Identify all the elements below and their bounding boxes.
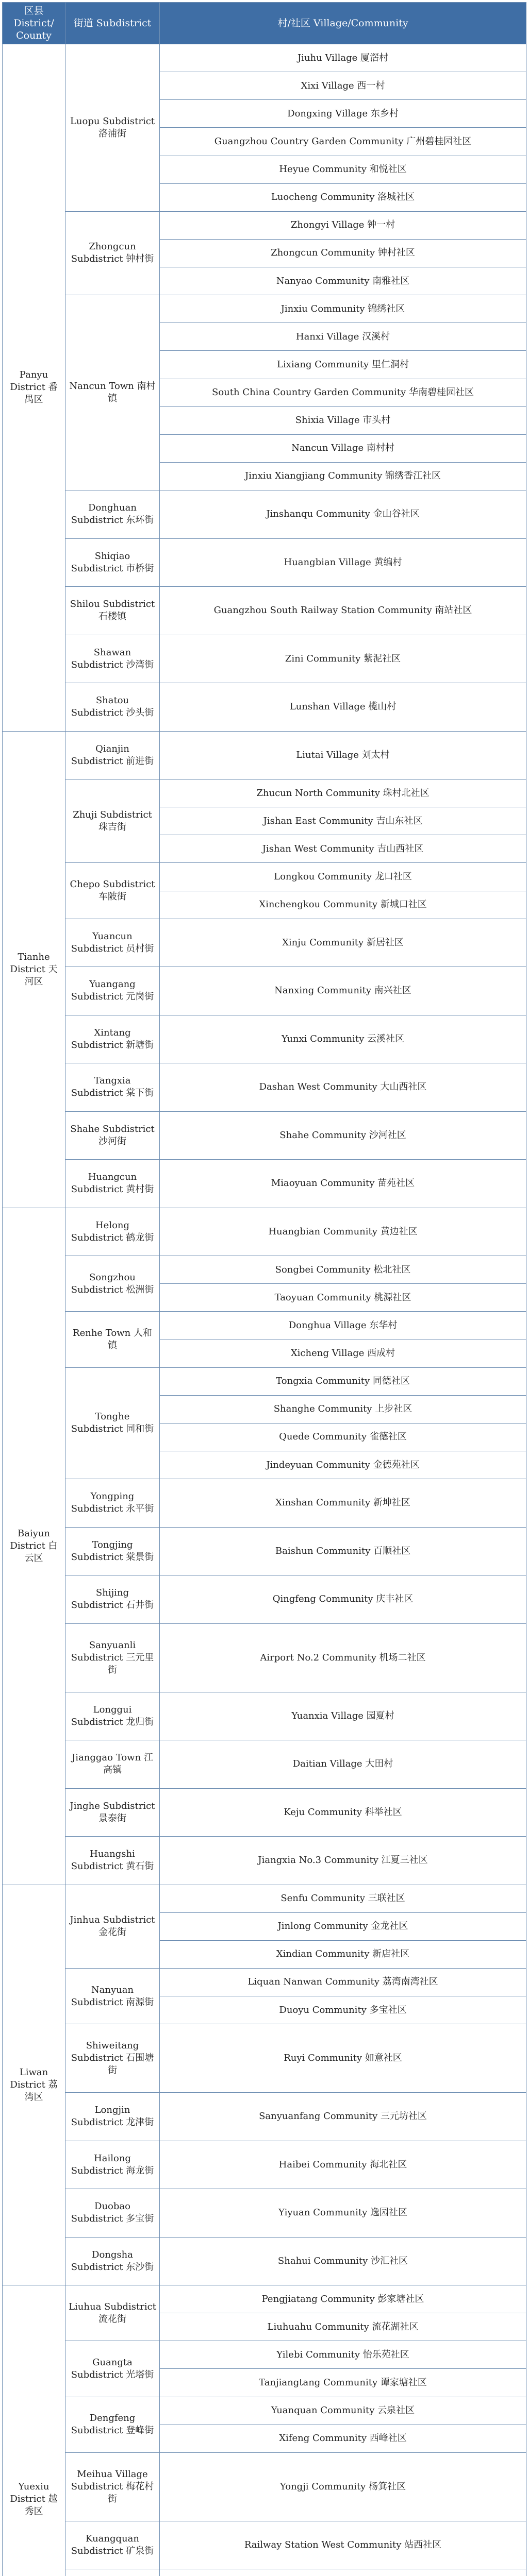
subdistrict-cell: Jinghe Subdistrict 景泰街 — [65, 1788, 160, 1837]
table-row — [3, 2189, 526, 2238]
village-cell: Liutai Village 刘太村 — [160, 731, 526, 779]
table-row — [3, 1063, 526, 1112]
subdistrict-cell: Hailong Subdistrict 海龙街 — [65, 2141, 160, 2189]
table-row — [3, 635, 526, 683]
header-district: 区县 District/ County — [3, 3, 65, 44]
village-cell: Huangbian Community 黄边社区 — [160, 1208, 526, 1256]
village-cell: Guangzhou Country Garden Community 广州碧桂园社区 — [160, 128, 526, 156]
village-cell: Nanyao Community 南雅社区 — [160, 267, 526, 295]
village-cell: Daitian Village 大田村 — [160, 1740, 526, 1789]
village-cell: Pengjiatang Community 彭家塘社区 — [160, 2285, 526, 2313]
village-cell: Donghua Village 东华村 — [160, 1312, 526, 1340]
table-row — [3, 1111, 526, 1160]
table-row — [3, 1575, 526, 1624]
district-cell: Yuexiu District 越秀区 — [3, 2285, 65, 2576]
village-cell: Dashan West Community 大山西社区 — [160, 1063, 526, 1112]
village-cell: Songbei Community 松北社区 — [160, 1256, 526, 1284]
village-cell: Zhucun North Community 珠村北社区 — [160, 779, 526, 807]
village-cell: Xifeng Community 西峰社区 — [160, 2425, 526, 2452]
village-cell: Jinxiu Community 锦绣社区 — [160, 295, 526, 323]
table-row — [3, 1837, 526, 1885]
subdistrict-cell: Kuangquan Subdistrict 矿泉街 — [65, 2521, 160, 2569]
village-cell: Dongxing Village 东乡村 — [160, 100, 526, 128]
table-row — [3, 967, 526, 1015]
village-cell: Sanyuanfang Community 三元坊社区 — [160, 2093, 526, 2141]
village-cell: Qingfeng Community 庆丰社区 — [160, 1575, 526, 1624]
table-row — [3, 2397, 526, 2425]
document-page — [2, 2, 526, 2576]
village-cell: Baishun Community 百顺社区 — [160, 1527, 526, 1575]
village-cell: Yuanxia Village 园夏村 — [160, 1692, 526, 1740]
header-subdistrict: 街道 Subdistrict — [65, 3, 160, 44]
subdistrict-cell: Shilou Subdistrict 石楼镇 — [65, 587, 160, 635]
table-row — [3, 2569, 526, 2576]
village-cell: Keju Community 科举社区 — [160, 1788, 526, 1837]
village-cell: Jishan East Community 吉山东社区 — [160, 807, 526, 835]
village-cell — [160, 2569, 526, 2576]
village-cell: Senfu Community 三联社区 — [160, 1885, 526, 1912]
subdistrict-cell: Longgui Subdistrict 龙归街 — [65, 1692, 160, 1740]
village-cell: Nanxing Community 南兴社区 — [160, 967, 526, 1015]
subdistrict-cell: Zhuji Subdistrict 珠吉街 — [65, 779, 160, 863]
table-row — [3, 2285, 526, 2313]
subdistrict-cell: Chepo Subdistrict 车陂街 — [65, 863, 160, 919]
table-row — [3, 211, 526, 239]
village-cell: Jinlong Community 金龙社区 — [160, 1912, 526, 1940]
village-cell: Taoyuan Community 桃源社区 — [160, 1284, 526, 1312]
subdistrict-cell: Helong Subdistrict 鹤龙街 — [65, 1208, 160, 1256]
subdistrict-cell: Dongsha Subdistrict 东沙街 — [65, 2237, 160, 2285]
table-row — [3, 1885, 526, 1912]
village-cell: Airport No.2 Community 机场二社区 — [160, 1623, 526, 1692]
subdistrict-cell: Huangcun Subdistrict 黄村街 — [65, 1160, 160, 1208]
village-cell: Xinshan Community 新坤社区 — [160, 1479, 526, 1528]
table-row — [3, 1623, 526, 1692]
village-cell: Tongxia Community 同德社区 — [160, 1367, 526, 1395]
table-row — [3, 683, 526, 732]
village-cell: Xixi Village 西一村 — [160, 72, 526, 100]
village-cell: Hanxi Village 汉溪村 — [160, 323, 526, 351]
village-cell: Jiuhu Village 厦滘村 — [160, 44, 526, 72]
table-row — [3, 1788, 526, 1837]
subdistrict-cell: Shiqiao Subdistrict 市桥街 — [65, 538, 160, 587]
subdistrict-cell: Shahe Subdistrict 沙河街 — [65, 1111, 160, 1160]
subdistrict-cell: Zhongcun Subdistrict 钟村街 — [65, 211, 160, 295]
subdistrict-cell: Meihua Village Subdistrict 梅花村街 — [65, 2452, 160, 2521]
table-row — [3, 490, 526, 539]
subdistrict-cell — [65, 2569, 160, 2576]
table-body — [3, 44, 526, 2576]
table-row — [3, 1208, 526, 1256]
subdistrict-cell: Jinhua Subdistrict 金花街 — [65, 1885, 160, 1968]
subdistrict-cell: Guangta Subdistrict 光塔街 — [65, 2341, 160, 2397]
subdistrict-cell: Luopu Subdistrict 洛浦街 — [65, 44, 160, 212]
table-row — [3, 587, 526, 635]
village-cell: Lixiang Community 里仁洞村 — [160, 351, 526, 379]
village-cell: Nancun Village 南村村 — [160, 434, 526, 462]
village-cell: Longkou Community 龙口社区 — [160, 863, 526, 891]
table-row — [3, 2341, 526, 2369]
village-cell: Huangbian Village 黄编村 — [160, 538, 526, 587]
village-cell: Xinju Community 新居社区 — [160, 919, 526, 967]
village-cell: Shixia Village 市头村 — [160, 406, 526, 434]
village-cell: Jinshanqu Community 金山谷社区 — [160, 490, 526, 539]
village-cell: Yilebi Community 怡乐苑社区 — [160, 2341, 526, 2369]
district-cell: Liwan District 荔湾区 — [3, 1885, 65, 2285]
district-cell: Panyu District 番禺区 — [3, 44, 65, 732]
table-row — [3, 863, 526, 891]
village-cell: Shahui Community 沙汇社区 — [160, 2237, 526, 2285]
subdistrict-cell: Huangshi Subdistrict 黄石街 — [65, 1837, 160, 1885]
village-cell: Guangzhou South Railway Station Community 南站社区 — [160, 587, 526, 635]
village-cell: Shanghe Community 上步社区 — [160, 1395, 526, 1423]
subdistrict-cell: Shiweitang Subdistrict 石围塘街 — [65, 2024, 160, 2093]
table-row — [3, 1740, 526, 1789]
village-cell: Xinchengkou Community 新城口社区 — [160, 891, 526, 919]
table-row — [3, 1312, 526, 1340]
subdistrict-cell: Tongjing Subdistrict 棠景街 — [65, 1527, 160, 1575]
village-cell: Miaoyuan Community 苗苑社区 — [160, 1160, 526, 1208]
subdistrict-cell: Donghuan Subdistrict 东环街 — [65, 490, 160, 539]
village-cell: Lunshan Village 榄山村 — [160, 683, 526, 732]
village-cell: Jindeyuan Community 金德苑社区 — [160, 1451, 526, 1479]
village-cell: Heyue Community 和悦社区 — [160, 156, 526, 183]
subdistrict-cell: Tonghe Subdistrict 同和街 — [65, 1367, 160, 1479]
table-row — [3, 2024, 526, 2093]
district-cell: Tianhe District 天河区 — [3, 731, 65, 1208]
table-row — [3, 2093, 526, 2141]
village-cell: Shahe Community 沙河社区 — [160, 1111, 526, 1160]
table-row — [3, 1968, 526, 1996]
district-table — [2, 2, 526, 2576]
table-row — [3, 2452, 526, 2521]
village-cell: Yunxi Community 云溪社区 — [160, 1015, 526, 1063]
village-cell: Liuhuahu Community 流花湖社区 — [160, 2313, 526, 2341]
table-row — [3, 779, 526, 807]
subdistrict-cell: Dengfeng Subdistrict 登峰街 — [65, 2397, 160, 2452]
subdistrict-cell: Renhe Town 人和镇 — [65, 1312, 160, 1367]
village-cell: Xindian Community 新店社区 — [160, 1940, 526, 1968]
subdistrict-cell: Shijing Subdistrict 石井街 — [65, 1575, 160, 1624]
subdistrict-cell: Songzhou Subdistrict 松洲街 — [65, 1256, 160, 1312]
village-cell: Quede Community 雀德社区 — [160, 1423, 526, 1451]
subdistrict-cell: Nanyuan Subdistrict 南源街 — [65, 1968, 160, 2024]
subdistrict-cell: Xintang Subdistrict 新塘街 — [65, 1015, 160, 1063]
subdistrict-cell: Liuhua Subdistrict 流花街 — [65, 2285, 160, 2341]
subdistrict-cell: Shatou Subdistrict 沙头街 — [65, 683, 160, 732]
subdistrict-cell: Yongping Subdistrict 永平街 — [65, 1479, 160, 1528]
subdistrict-cell: Shawan Subdistrict 沙湾街 — [65, 635, 160, 683]
table-row — [3, 1160, 526, 1208]
district-cell: Baiyun District 白云区 — [3, 1208, 65, 1885]
table-row — [3, 1256, 526, 1284]
table-row — [3, 1692, 526, 1740]
village-cell: Tanjiangtang Community 谭家塘社区 — [160, 2369, 526, 2397]
village-cell: Jinxiu Xiangjiang Community 锦绣香江社区 — [160, 462, 526, 490]
village-cell: Duoyu Community 多宝社区 — [160, 1996, 526, 2024]
village-cell: Liquan Nanwan Community 荔湾南湾社区 — [160, 1968, 526, 1996]
table-row — [3, 295, 526, 323]
subdistrict-cell: Longjin Subdistrict 龙津街 — [65, 2093, 160, 2141]
table-row — [3, 44, 526, 72]
subdistrict-cell: Tangxia Subdistrict 棠下街 — [65, 1063, 160, 1112]
village-cell: Xicheng Village 西成村 — [160, 1340, 526, 1367]
table-row — [3, 2141, 526, 2189]
village-cell: Yongji Community 杨箕社区 — [160, 2452, 526, 2521]
header-row — [3, 3, 526, 44]
table-row — [3, 538, 526, 587]
subdistrict-cell: Yuangang Subdistrict 元岗街 — [65, 967, 160, 1015]
table-row — [3, 1015, 526, 1063]
village-cell: Zhongyi Village 钟一村 — [160, 211, 526, 239]
table-row — [3, 1479, 526, 1528]
subdistrict-cell: Duobao Subdistrict 多宝街 — [65, 2189, 160, 2238]
village-cell: South China Country Garden Community 华南碧桂园社区 — [160, 379, 526, 406]
village-cell: Yiyuan Community 逸园社区 — [160, 2189, 526, 2238]
village-cell: Jishan West Community 吉山西社区 — [160, 835, 526, 863]
table-row — [3, 1367, 526, 1395]
village-cell: Railway Station West Community 站西社区 — [160, 2521, 526, 2569]
subdistrict-cell: Nancun Town 南村镇 — [65, 295, 160, 490]
subdistrict-cell: Jianggao Town 江高镇 — [65, 1740, 160, 1789]
village-cell: Zini Community 紫泥社区 — [160, 635, 526, 683]
subdistrict-cell: Yuancun Subdistrict 员村街 — [65, 919, 160, 967]
village-cell: Haibei Community 海北社区 — [160, 2141, 526, 2189]
village-cell: Jiangxia No.3 Community 江夏三社区 — [160, 1837, 526, 1885]
village-cell: Yuanquan Community 云泉社区 — [160, 2397, 526, 2425]
table-row — [3, 731, 526, 779]
village-cell: Zhongcun Community 钟村社区 — [160, 239, 526, 267]
table-row — [3, 1527, 526, 1575]
subdistrict-cell: Sanyuanli Subdistrict 三元里街 — [65, 1623, 160, 1692]
subdistrict-cell: Qianjin Subdistrict 前进街 — [65, 731, 160, 779]
table-row — [3, 2521, 526, 2569]
table-row — [3, 2237, 526, 2285]
table-row — [3, 919, 526, 967]
village-cell: Ruyi Community 如意社区 — [160, 2024, 526, 2093]
village-cell: Luocheng Community 洛城社区 — [160, 183, 526, 211]
header-village: 村/社区 Village/Community — [160, 3, 526, 44]
